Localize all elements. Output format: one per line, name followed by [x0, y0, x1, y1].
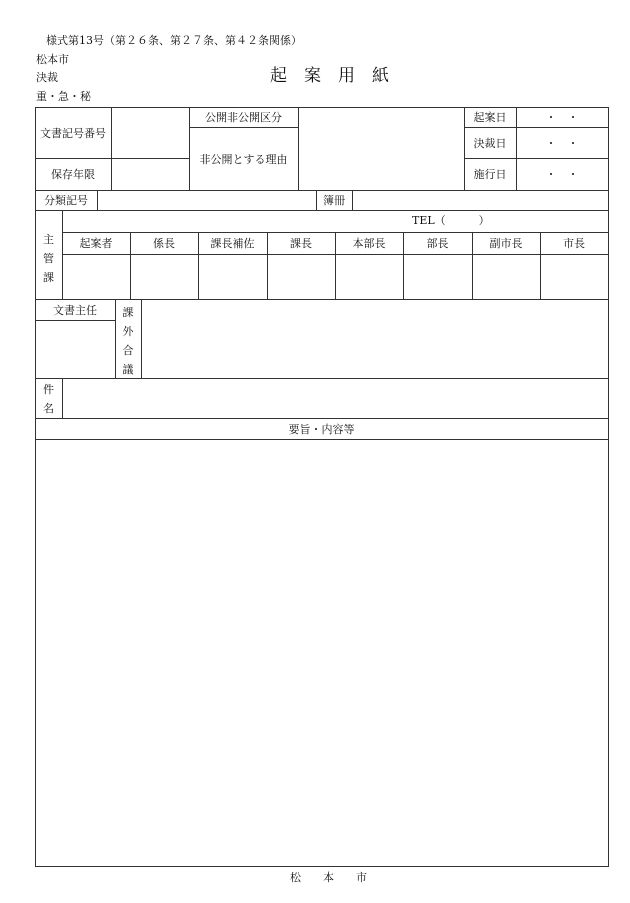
page-title	[262, 68, 398, 85]
title-char: 案	[304, 66, 322, 86]
label-char: 課	[122, 306, 134, 319]
retention-field[interactable]	[112, 159, 188, 190]
label-char: 主	[43, 233, 54, 246]
class-code-label: 分類記号	[44, 194, 88, 207]
outside-consult-label	[115, 303, 141, 379]
decision-date-label: 決裁日	[473, 136, 507, 150]
title-char: 用	[338, 66, 356, 86]
stamp-box-headquarters-director[interactable]	[336, 255, 402, 299]
subject-field[interactable]	[63, 379, 608, 418]
disclosure-field[interactable]	[299, 108, 463, 127]
priority-label: 重・急・秘	[36, 90, 91, 103]
summary-header: 要旨・内容等	[288, 422, 355, 436]
decision-label: 決裁	[36, 71, 58, 84]
doc-number-label: 文書記号番号	[40, 126, 106, 140]
footer-char: 本	[323, 871, 334, 884]
main-section-label	[35, 230, 62, 287]
city-label: 松本市	[36, 53, 69, 66]
stamp-box-deputy-mayor[interactable]	[473, 255, 539, 299]
role-mayor: 市長	[563, 237, 585, 250]
label-char: 管	[43, 252, 54, 265]
title-char: 起	[270, 66, 288, 86]
stamp-box-drafter[interactable]	[63, 255, 129, 299]
role-drafter: 起案者	[79, 237, 113, 250]
document-head-stamp[interactable]	[36, 321, 114, 378]
footer-city	[290, 872, 367, 883]
tel-field: TEL（ ）	[412, 214, 490, 227]
title-char: 紙	[372, 66, 390, 86]
stamp-box-mayor[interactable]	[541, 255, 607, 299]
label-char: 名	[43, 402, 54, 415]
ledger-field[interactable]	[353, 191, 608, 210]
role-department-director: 部長	[426, 237, 449, 250]
stamp-box-department-director[interactable]	[404, 255, 471, 299]
role-chief: 係長	[153, 237, 175, 250]
form-number: 様式第13号（第２６条、第２７条、第４２条関係）	[46, 34, 302, 47]
document-head-label: 文書主任	[53, 303, 97, 317]
nondisclosure-reason-label: 非公開とする理由	[199, 152, 288, 166]
decision-date-field[interactable]: ・ ・	[545, 136, 579, 150]
stamp-box-assistant-manager[interactable]	[199, 255, 266, 299]
ledger-label: 簿冊	[323, 194, 345, 207]
enforce-date-field[interactable]: ・ ・	[545, 168, 579, 181]
summary-content-field[interactable]	[36, 440, 608, 866]
role-assistant-manager: 課長補佐	[210, 237, 255, 250]
stamp-box-chief[interactable]	[131, 255, 197, 299]
footer-char: 松	[290, 871, 301, 884]
nondisclosure-reason-field[interactable]	[299, 128, 463, 190]
label-char: 議	[122, 363, 134, 376]
stamp-box-section-manager[interactable]	[268, 255, 334, 299]
retention-label: 保存年限	[51, 168, 95, 181]
role-section-manager: 課長	[290, 237, 312, 250]
draft-date-field[interactable]: ・ ・	[545, 111, 579, 124]
label-char: 課	[43, 271, 54, 284]
label-char: 外	[122, 325, 134, 338]
disclosure-label: 公開非公開区分	[205, 111, 282, 124]
label-char: 件	[43, 383, 54, 396]
footer-char: 市	[356, 871, 367, 884]
class-code-field[interactable]	[98, 191, 315, 210]
outside-consult-field[interactable]	[142, 300, 608, 378]
draft-date-label: 起案日	[473, 111, 507, 124]
enforce-date-label: 施行日	[473, 168, 507, 181]
role-headquarters-director: 本部長	[352, 237, 386, 250]
role-deputy-mayor: 副市長	[489, 237, 523, 250]
doc-number-field[interactable]	[112, 108, 188, 158]
label-char: 合	[122, 344, 134, 357]
subject-label	[35, 380, 62, 418]
